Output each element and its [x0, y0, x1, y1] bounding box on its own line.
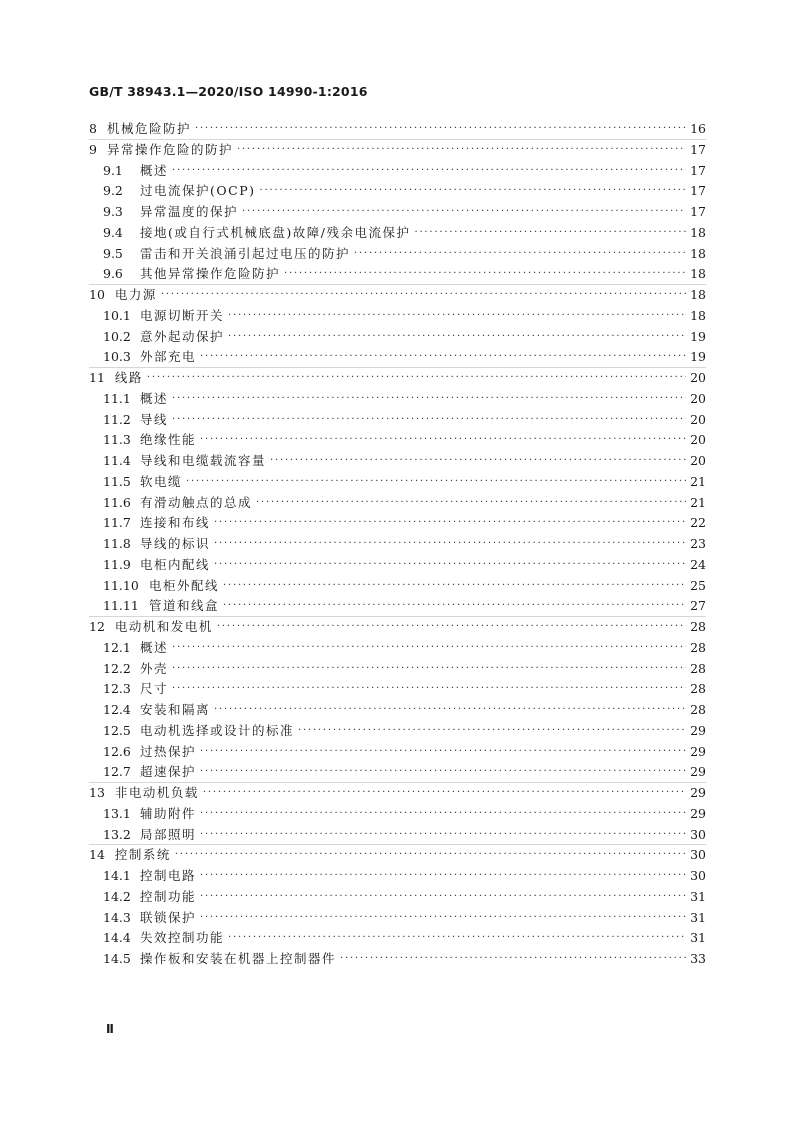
toc-entry-page: 27	[690, 598, 706, 613]
toc-entry-title: 软电缆	[140, 474, 183, 489]
toc-leader-dots	[200, 887, 686, 907]
toc-leader-dots	[172, 638, 686, 658]
toc-entry-title: 失效控制功能	[140, 930, 225, 945]
toc-leader-dots	[200, 762, 686, 782]
toc-entry-page: 22	[690, 515, 706, 530]
toc-entry-page: 29	[690, 785, 706, 800]
toc-entry-number: 11.1	[103, 391, 131, 406]
toc-entry-page: 18	[690, 266, 706, 281]
toc-entry-title: 电柜内配线	[140, 557, 211, 572]
toc-section-entry[interactable]	[103, 430, 706, 450]
toc-section-entry[interactable]	[103, 679, 706, 699]
toc-entry-page: 31	[690, 930, 706, 945]
toc-chapter-entry[interactable]	[89, 119, 706, 139]
toc-leader-dots	[172, 659, 686, 679]
toc-entry-number: 11	[89, 370, 105, 385]
toc-entry-page: 31	[690, 889, 706, 904]
toc-leader-dots	[242, 202, 686, 222]
toc-entry-title: 管道和线盒	[149, 598, 220, 613]
toc-entry-title: 外壳	[140, 661, 169, 676]
toc-section-entry[interactable]	[103, 244, 706, 264]
toc-entry-title: 导线	[140, 412, 169, 427]
toc-entry-number: 14.1	[103, 868, 131, 883]
toc-section-entry[interactable]	[103, 700, 706, 720]
toc-entry-page: 19	[690, 349, 706, 364]
toc-entry-title: 操作板和安装在机器上控制器件	[140, 951, 337, 966]
toc-section-entry[interactable]	[103, 472, 706, 492]
toc-section-entry[interactable]	[103, 451, 706, 471]
toc-entry-title: 电动机选择或设计的标准	[140, 723, 295, 738]
toc-entry-title: 安装和隔离	[140, 702, 211, 717]
toc-entry-number: 12	[89, 619, 105, 634]
toc-section-entry[interactable]	[103, 659, 706, 679]
toc-entry-number: 11.2	[103, 412, 131, 427]
toc-section-entry[interactable]	[103, 347, 706, 367]
toc-entry-title: 异常温度的保护	[140, 204, 239, 219]
toc-leader-dots	[214, 513, 686, 533]
toc-section-entry[interactable]	[103, 804, 706, 824]
page-number-footer: Ⅱ	[106, 1022, 114, 1036]
toc-leader-dots	[237, 140, 686, 160]
toc-entry-title: 联锁保护	[140, 910, 197, 925]
toc-leader-dots	[228, 306, 686, 326]
toc-entry-number: 12.5	[103, 723, 131, 738]
toc-entry-number: 11.6	[103, 495, 131, 510]
toc-entry-page: 20	[690, 412, 706, 427]
toc-leader-dots	[256, 493, 686, 513]
toc-entry-page: 28	[690, 702, 706, 717]
toc-leader-dots	[270, 451, 686, 471]
toc-entry-title: 电动机和发电机	[114, 619, 213, 634]
toc-section-entry[interactable]	[103, 161, 706, 181]
toc-leader-dots	[214, 700, 686, 720]
toc-entry-page: 17	[690, 163, 706, 178]
toc-entry-page: 30	[690, 847, 706, 862]
toc-leader-dots	[172, 679, 686, 699]
toc-entry-number: 11.8	[103, 536, 131, 551]
toc-entry-title: 有滑动触点的总成	[140, 495, 253, 510]
toc-entry-number: 11.7	[103, 515, 131, 530]
toc-entry-number: 10.1	[103, 308, 131, 323]
toc-entry-page: 18	[690, 287, 706, 302]
toc-entry-number: 8	[89, 121, 97, 136]
toc-entry-number: 14.5	[103, 951, 131, 966]
toc-entry-number: 10.3	[103, 349, 131, 364]
toc-entry-page: 17	[690, 204, 706, 219]
toc-section-entry[interactable]	[103, 389, 706, 409]
toc-entry-page: 16	[690, 121, 706, 136]
toc-entry-title: 电力源	[114, 287, 157, 302]
toc-entry-page: 29	[690, 764, 706, 779]
toc-leader-dots	[217, 617, 686, 637]
toc-entry-page: 21	[690, 474, 706, 489]
toc-entry-number: 11.3	[103, 432, 131, 447]
toc-entry-number: 11.5	[103, 474, 131, 489]
toc-entry-number: 12.3	[103, 681, 131, 696]
toc-section-entry[interactable]	[103, 928, 706, 948]
toc-entry-page: 17	[690, 142, 706, 157]
toc-section-entry[interactable]	[103, 264, 706, 284]
toc-entry-number: 13.1	[103, 806, 131, 821]
toc-entry-page: 20	[690, 370, 706, 385]
toc-chapter-entry[interactable]	[89, 617, 706, 637]
toc-entry-number: 11.9	[103, 557, 131, 572]
toc-leader-dots	[259, 181, 686, 201]
toc-entry-page: 20	[690, 432, 706, 447]
toc-entry-page: 23	[690, 536, 706, 551]
toc-leader-dots	[223, 576, 686, 596]
toc-leader-dots	[172, 410, 686, 430]
toc-leader-dots	[340, 949, 686, 969]
toc-entry-title: 异常操作危险的防护	[106, 142, 233, 157]
toc-leader-dots	[161, 285, 686, 305]
toc-entry-number: 13	[89, 785, 105, 800]
toc-section-entry[interactable]	[103, 555, 706, 575]
toc-leader-dots	[298, 721, 686, 741]
toc-leader-dots	[223, 596, 686, 616]
toc-entry-page: 18	[690, 246, 706, 261]
toc-entry-number: 12.1	[103, 640, 131, 655]
toc-entry-page: 28	[690, 661, 706, 676]
toc-entry-page: 19	[690, 329, 706, 344]
toc-entry-number: 12.6	[103, 744, 131, 759]
toc-section-entry[interactable]	[103, 596, 706, 616]
toc-entry-number: 9.4	[103, 225, 123, 240]
toc-section-entry[interactable]	[103, 202, 706, 222]
toc-entry-number: 9.5	[103, 246, 123, 261]
toc-leader-dots	[354, 244, 686, 264]
toc-section-entry[interactable]	[103, 534, 706, 554]
toc-section-entry[interactable]	[103, 306, 706, 326]
document-header: GB/T 38943.1—2020/ISO 14990-1:2016	[89, 84, 368, 99]
toc-entry-number: 10.2	[103, 329, 131, 344]
toc-section-entry[interactable]	[103, 576, 706, 596]
toc-entry-number: 9.3	[103, 204, 123, 219]
toc-entry-page: 18	[690, 308, 706, 323]
toc-entry-page: 18	[690, 225, 706, 240]
toc-entry-page: 21	[690, 495, 706, 510]
toc-leader-dots	[186, 472, 686, 492]
toc-entry-number: 9	[89, 142, 97, 157]
toc-entry-number: 9.1	[103, 163, 123, 178]
toc-leader-dots	[200, 825, 686, 845]
toc-leader-dots	[414, 223, 686, 243]
toc-section-entry[interactable]	[103, 866, 706, 886]
toc-entry-page: 28	[690, 681, 706, 696]
toc-entry-number: 12.4	[103, 702, 131, 717]
toc-entry-page: 20	[690, 453, 706, 468]
toc-entry-title: 局部照明	[140, 827, 197, 842]
toc-leader-dots	[200, 430, 686, 450]
toc-entry-page: 25	[690, 578, 706, 593]
toc-entry-title: 概述	[140, 640, 169, 655]
toc-section-entry[interactable]	[103, 181, 706, 201]
toc-leader-dots	[200, 347, 686, 367]
toc-section-entry[interactable]	[103, 825, 706, 845]
toc-entry-page: 29	[690, 744, 706, 759]
toc-entry-number: 11.4	[103, 453, 131, 468]
toc-entry-title: 外部充电	[140, 349, 197, 364]
toc-entry-title: 尺寸	[140, 681, 169, 696]
toc-entry-title: 其他异常操作危险防护	[140, 266, 281, 281]
toc-entry-number: 9.6	[103, 266, 123, 281]
toc-leader-dots	[200, 866, 686, 886]
toc-entry-title: 导线的标识	[140, 536, 211, 551]
toc-leader-dots	[284, 264, 686, 284]
toc-entry-number: 14	[89, 847, 105, 862]
toc-entry-title: 非电动机负载	[114, 785, 199, 800]
toc-entry-page: 30	[690, 827, 706, 842]
toc-leader-dots	[200, 804, 686, 824]
toc-section-entry[interactable]	[103, 721, 706, 741]
toc-entry-title: 连接和布线	[140, 515, 211, 530]
toc-leader-dots	[203, 783, 686, 803]
toc-entry-title: 电源切断开关	[140, 308, 225, 323]
toc-entry-title: 意外起动保护	[140, 329, 225, 344]
toc-section-entry[interactable]	[103, 638, 706, 658]
toc-section-entry[interactable]	[103, 887, 706, 907]
toc-entry-page: 17	[690, 183, 706, 198]
toc-chapter-entry[interactable]	[89, 845, 706, 865]
toc-entry-title: 控制功能	[140, 889, 197, 904]
toc-entry-title: 绝缘性能	[140, 432, 197, 447]
toc-entry-title: 雷击和开关浪涌引起过电压的防护	[140, 246, 351, 261]
toc-section-entry[interactable]	[103, 762, 706, 782]
toc-leader-dots	[228, 928, 686, 948]
toc-chapter-entry[interactable]	[89, 140, 706, 160]
toc-entry-title: 控制系统	[114, 847, 171, 862]
toc-entry-number: 13.2	[103, 827, 131, 842]
toc-entry-number: 10	[89, 287, 105, 302]
toc-leader-dots	[200, 742, 686, 762]
toc-leader-dots	[214, 534, 686, 554]
toc-entry-page: 29	[690, 806, 706, 821]
toc-section-entry[interactable]	[103, 742, 706, 762]
toc-entry-number: 11.11	[103, 598, 139, 613]
toc-entry-number: 9.2	[103, 183, 123, 198]
toc-entry-page: 29	[690, 723, 706, 738]
toc-chapter-entry[interactable]	[89, 368, 706, 388]
toc-chapter-entry[interactable]	[89, 285, 706, 305]
toc-section-entry[interactable]	[103, 908, 706, 928]
toc-entry-page: 33	[690, 951, 706, 966]
toc-entry-page: 30	[690, 868, 706, 883]
toc-entry-title: 机械危险防护	[106, 121, 191, 136]
toc-entry-page: 24	[690, 557, 706, 572]
toc-entry-title: 控制电路	[140, 868, 197, 883]
toc-section-entry[interactable]	[103, 513, 706, 533]
toc-leader-dots	[214, 555, 686, 575]
toc-leader-dots	[228, 327, 686, 347]
toc-leader-dots	[147, 368, 686, 388]
toc-entry-title: 线路	[114, 370, 143, 385]
toc-entry-title: 过热保护	[140, 744, 197, 759]
toc-leader-dots	[195, 119, 686, 139]
toc-entry-title: 电柜外配线	[149, 578, 220, 593]
toc-entry-page: 31	[690, 910, 706, 925]
toc-entry-page: 28	[690, 640, 706, 655]
toc-leader-dots	[175, 845, 686, 865]
toc-leader-dots	[172, 389, 686, 409]
toc-section-entry[interactable]	[103, 949, 706, 969]
toc-entry-number: 11.10	[103, 578, 139, 593]
toc-section-entry[interactable]	[103, 223, 706, 243]
toc-entry-number: 14.2	[103, 889, 131, 904]
toc-section-entry[interactable]	[103, 410, 706, 430]
toc-entry-number: 14.3	[103, 910, 131, 925]
toc-entry-number: 14.4	[103, 930, 131, 945]
toc-chapter-entry[interactable]	[89, 783, 706, 803]
toc-entry-number: 12.7	[103, 764, 131, 779]
toc-entry-title: 概述	[140, 391, 169, 406]
toc-entry-page: 20	[690, 391, 706, 406]
toc-entry-title: 超速保护	[140, 764, 197, 779]
toc-leader-dots	[172, 161, 686, 181]
toc-section-entry[interactable]	[103, 493, 706, 513]
toc-entry-number: 12.2	[103, 661, 131, 676]
toc-entry-title: 过电流保护(OCP)	[140, 183, 256, 198]
toc-entry-title: 导线和电缆载流容量	[140, 453, 267, 468]
toc-section-entry[interactable]	[103, 327, 706, 347]
toc-entry-page: 28	[690, 619, 706, 634]
toc-entry-title: 接地(或自行式机械底盘)故障/残余电流保护	[140, 225, 411, 240]
toc-entry-title: 概述	[140, 163, 169, 178]
toc-entry-title: 辅助附件	[140, 806, 197, 821]
toc-leader-dots	[200, 908, 686, 928]
